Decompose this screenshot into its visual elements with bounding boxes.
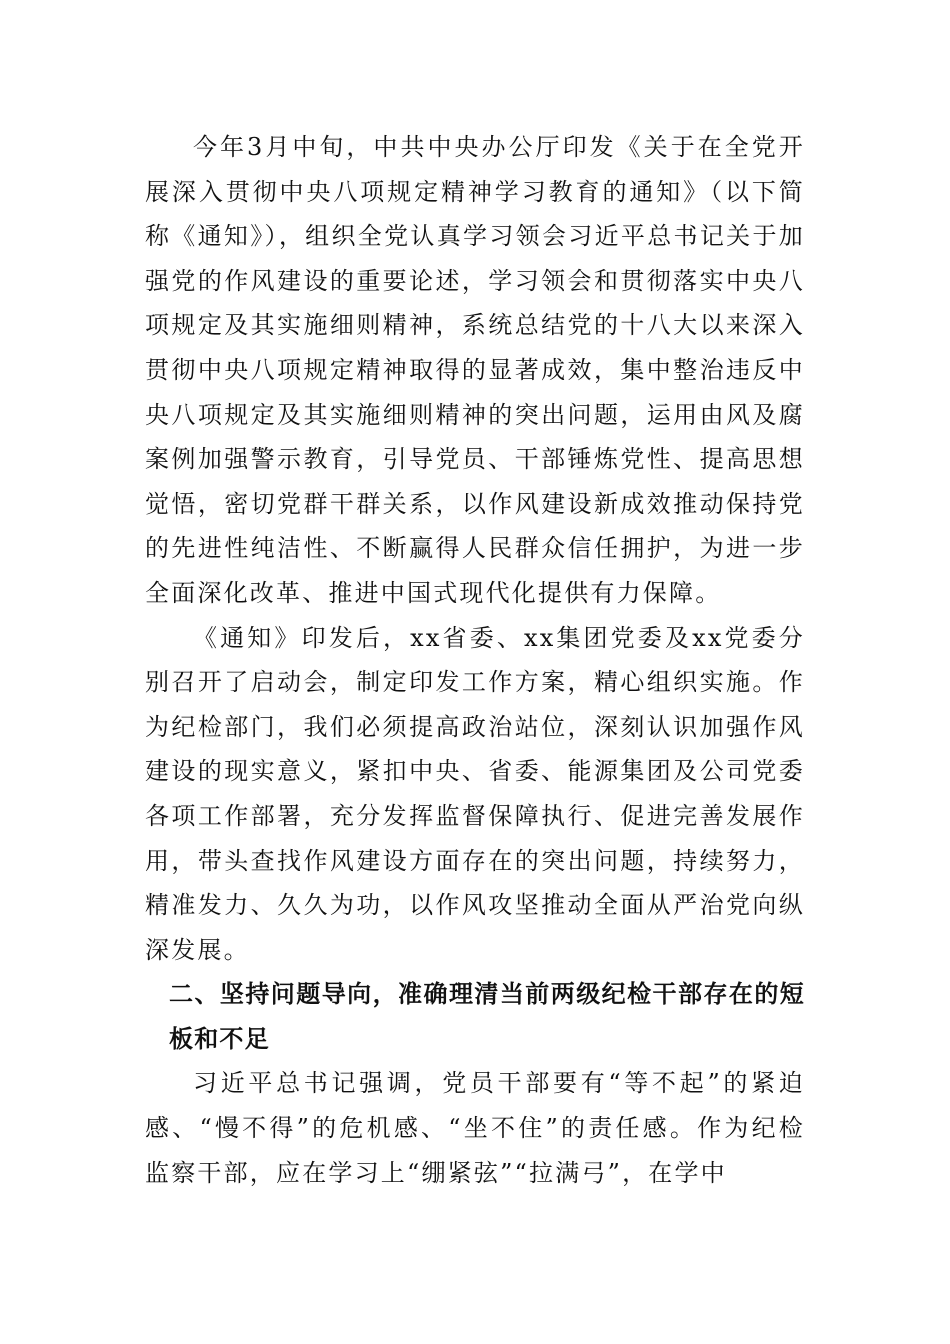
paragraph-notice-overview: 今年3月中旬，中共中央办公厅印发《关于在全党开展深入贯彻中央八项规定精神学习教育的通知》（以下简称《通知》），组织全党认真学习领会习近平总书记关于加强党的作风建设的重要论述，学习领会和贯彻落实中央八项规定及其实施细则精神，系统总结党的十八大以来深入贯彻中央八项规定精神取得的显著成效，集中整治违反中央八项规定及其实施细则精神的突出问题，运用由风及腐案例加强警示教育，引导党员、干部锤炼党性、提高思想觉悟，密切党群干群关系，以作风建设新成效推动保持党的先进性纯洁性、不断赢得人民群众信任拥护，为进一步全面深化改革、推进中国式现代化提供有力保障。	[145, 133, 805, 607]
paragraph-implementation: 《通知》印发后，xx省委、xx集团党委及xx党委分别召开了启动会，制定印发工作方案，精心组织实施。作为纪检部门，我们必须提高政治站位，深刻认识加强作风建设的现实意义，紧扣中央、省委、能源集团及公司党委各项工作部署，充分发挥监督保障执行、促进完善发展作用，带头查找作风建设方面存在的突出问题，持续努力，精准发力、久久为功，以作风攻坚推动全面从严治党向纵深发展。	[145, 623, 805, 964]
document-page	[145, 125, 805, 1195]
paragraph-section-two-intro: 习近平总书记强调，党员干部要有“等不起”的紧迫感、“慢不得”的危机感、“坐不住”的责任感。作为纪检监察干部，应在学习上“绷紧弦”“拉满弓”，在学中	[145, 1069, 805, 1187]
section-heading: 二、坚持问题导向，准确理清当前两级纪检干部存在的短板和不足	[169, 980, 805, 1053]
